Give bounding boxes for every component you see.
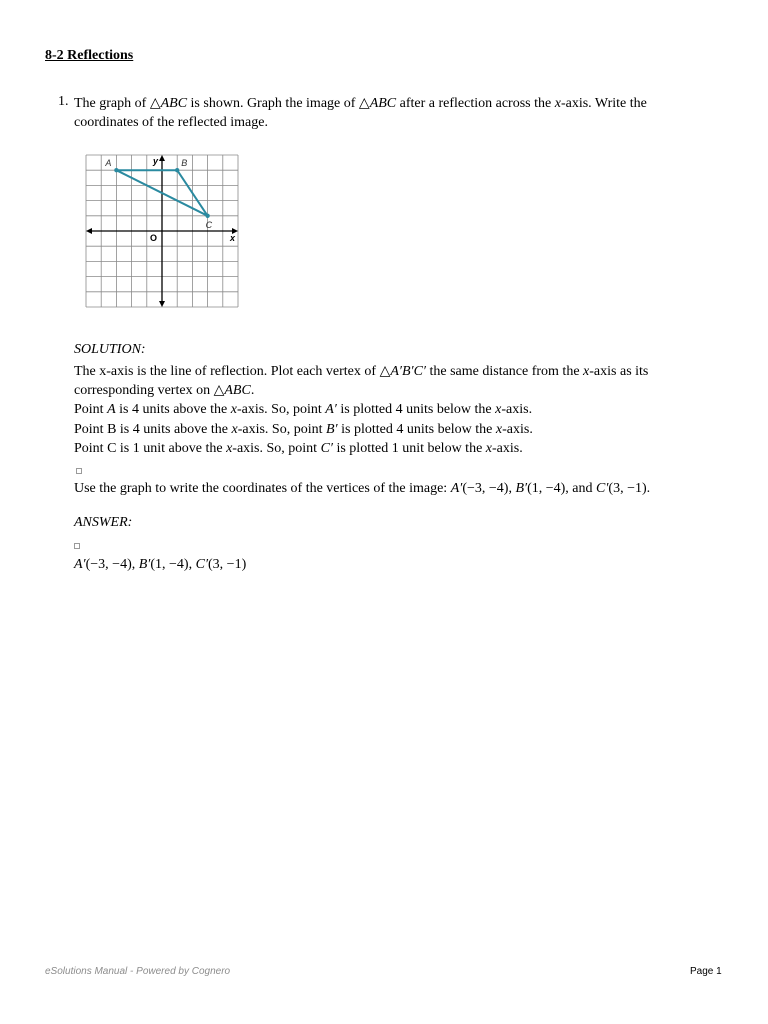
section-title: 8-2 Reflections [45, 48, 134, 63]
vertex-label-b: B [181, 158, 188, 169]
solution-line-3: Point A is 4 units above the x-axis. So, point A′ is plotted 4 units below the x-axis. [74, 402, 533, 417]
x-axis-label: x [230, 233, 236, 243]
answer-heading: ANSWER: [74, 515, 133, 530]
placeholder-image-icon [76, 468, 82, 474]
vertex-label-c: C [205, 219, 213, 230]
origin-label: O [150, 233, 158, 243]
axes [86, 155, 238, 307]
solution-line-5: Point C is 1 unit above the x-axis. So, point C′ is plotted 1 unit below the x-axis. [74, 441, 523, 456]
vertex-label-a: A [105, 158, 112, 169]
y-axis-down-arrow [159, 301, 165, 307]
solution-line-6: Use the graph to write the coordinates of the vertices of the image: A′(−3, −4), B′(1, −4), and C′(3, −1). [74, 481, 651, 496]
question-number: 1. [58, 94, 69, 109]
y-axis-up-arrow [159, 155, 165, 161]
answer-text: A′(−3, −4), B′(1, −4), C′(3, −1) [74, 557, 247, 572]
solution-line-1: The x-axis is the line of reflection. Plot each vertex of △A′B′C′ the same distance from the x-axis as its [74, 364, 649, 379]
coordinate-graph [84, 153, 240, 315]
placeholder-image-icon [74, 543, 80, 549]
page-number: Page 1 [690, 966, 722, 977]
footer-credit: eSolutions Manual - Powered by Cognero [45, 966, 231, 977]
triangle-symbol: △ [358, 96, 370, 111]
solution-line-4: Point B is 4 units above the x-axis. So, point B′ is plotted 4 units below the x-axis. [74, 422, 533, 437]
vertex-point-a [114, 168, 118, 172]
solution-line-2: corresponding vertex on △ABC. [74, 383, 255, 398]
triangle-symbol: △ [149, 96, 161, 111]
y-axis-label: y [153, 156, 159, 166]
question-text: The graph of △ABC is shown. Graph the image of △ABC after a reflection across the x-axis. Write the coordinates of the reflected image. [74, 96, 647, 130]
triangle-vertices [104, 158, 212, 230]
x-axis-left-arrow [86, 228, 92, 234]
vertex-point-b [175, 168, 179, 172]
vertex-point-c [205, 214, 209, 218]
solution-heading: SOLUTION: [74, 342, 146, 357]
